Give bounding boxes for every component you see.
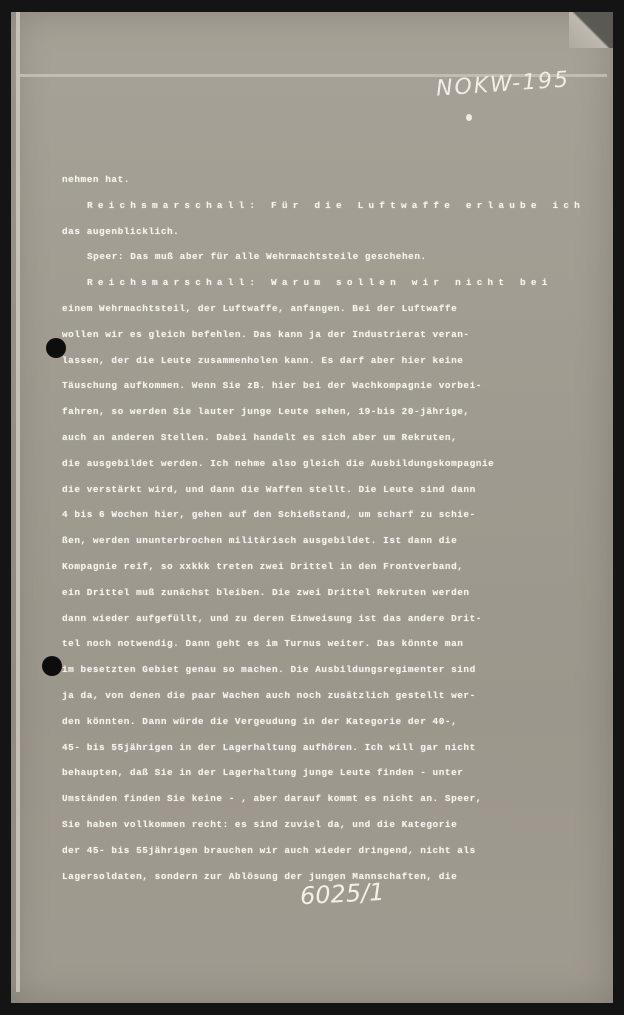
text-line: Sie haben vollkommen recht: es sind zuviel da, und die Kategorie (62, 818, 458, 830)
text-line: Täuschung aufkommen. Wenn Sie zB. hier bei der Wachkompagnie vorbei- (62, 380, 482, 392)
handwritten-page-number: 6025/1 (299, 877, 386, 911)
text-line: Reichsmarschall: Für die Luftwaffe erlaube ich (87, 199, 585, 211)
folded-corner (569, 12, 613, 48)
text-line: die verstärkt wird, und dann die Waffen stellt. Die Leute sind dann (62, 483, 476, 495)
text-line: dann wieder aufgefüllt, und zu deren Einweisung ist das andere Drit- (62, 612, 482, 624)
ink-dot (466, 114, 472, 121)
text-line: fahren, so werden Sie lauter junge Leute sehen, 19-bis 20-jährige, (62, 406, 470, 418)
text-line: im besetzten Gebiet genau so machen. Die Ausbildungsregimenter sind (62, 664, 476, 676)
text-line: Kompagnie reif, so xxkkk treten zwei Drittel in den Frontverband, (62, 560, 464, 572)
text-line: wollen wir es gleich befehlen. Das kann ja der Industrierat veran- (62, 328, 470, 340)
text-line: behaupten, daß Sie in der Lagerhaltung junge Leute finden - unter (62, 767, 464, 779)
text-line: ßen, werden ununterbrochen militärisch ausgebildet. Ist dann die (62, 535, 458, 547)
text-line: nehmen hat. (62, 174, 130, 185)
text-line: tel noch notwendig. Dann geht es im Turnus weiter. Das könnte man (62, 638, 464, 650)
text-line: den könnten. Dann würde die Vergeudung in der Kategorie der 40-, (62, 715, 458, 727)
typed-text-block (62, 167, 592, 889)
text-line: Lagersoldaten, sondern zur Ablösung der jungen Mannschaften, die (62, 870, 458, 882)
text-line: das augenblicklich. (62, 225, 180, 237)
text-line: 4 bis 6 Wochen hier, gehen auf den Schießstand, um scharf zu schie- (62, 509, 476, 521)
punch-hole-bottom (42, 656, 62, 676)
text-line: einem Wehrmachtsteil, der Luftwaffe, anfangen. Bei der Luftwaffe (62, 302, 458, 314)
text-line: lassen, der die Leute zusammenholen kann. Es darf aber hier keine (62, 354, 464, 366)
text-line: Umständen finden Sie keine - , aber darauf kommt es nicht an. Speer, (62, 793, 482, 805)
text-line: auch an anderen Stellen. Dabei handelt es sich aber um Rekruten, (62, 431, 458, 443)
text-line: der 45- bis 55jährigen brauchen wir auch wieder dringend, nicht als (62, 844, 476, 856)
text-line: Speer: Das muß aber für alle Wehrmachtsteile geschehen. (87, 251, 427, 263)
reference-number: NOKW-195 (435, 67, 571, 102)
text-line: Reichsmarschall: Warum sollen wir nicht bei (87, 277, 553, 289)
page-margin-rule (16, 12, 20, 992)
text-line: ja da, von denen die paar Wachen auch noch zusätzlich gestellt wer- (62, 689, 476, 701)
text-line: die ausgebildet werden. Ich nehme also gleich die Ausbildungskompagnie (62, 457, 495, 469)
text-line: ein Drittel muß zunächst bleiben. Die zwei Drittel Rekruten werden (62, 586, 470, 598)
text-line: 45- bis 55jährigen in der Lagerhaltung aufhören. Ich will gar nicht (62, 741, 476, 753)
